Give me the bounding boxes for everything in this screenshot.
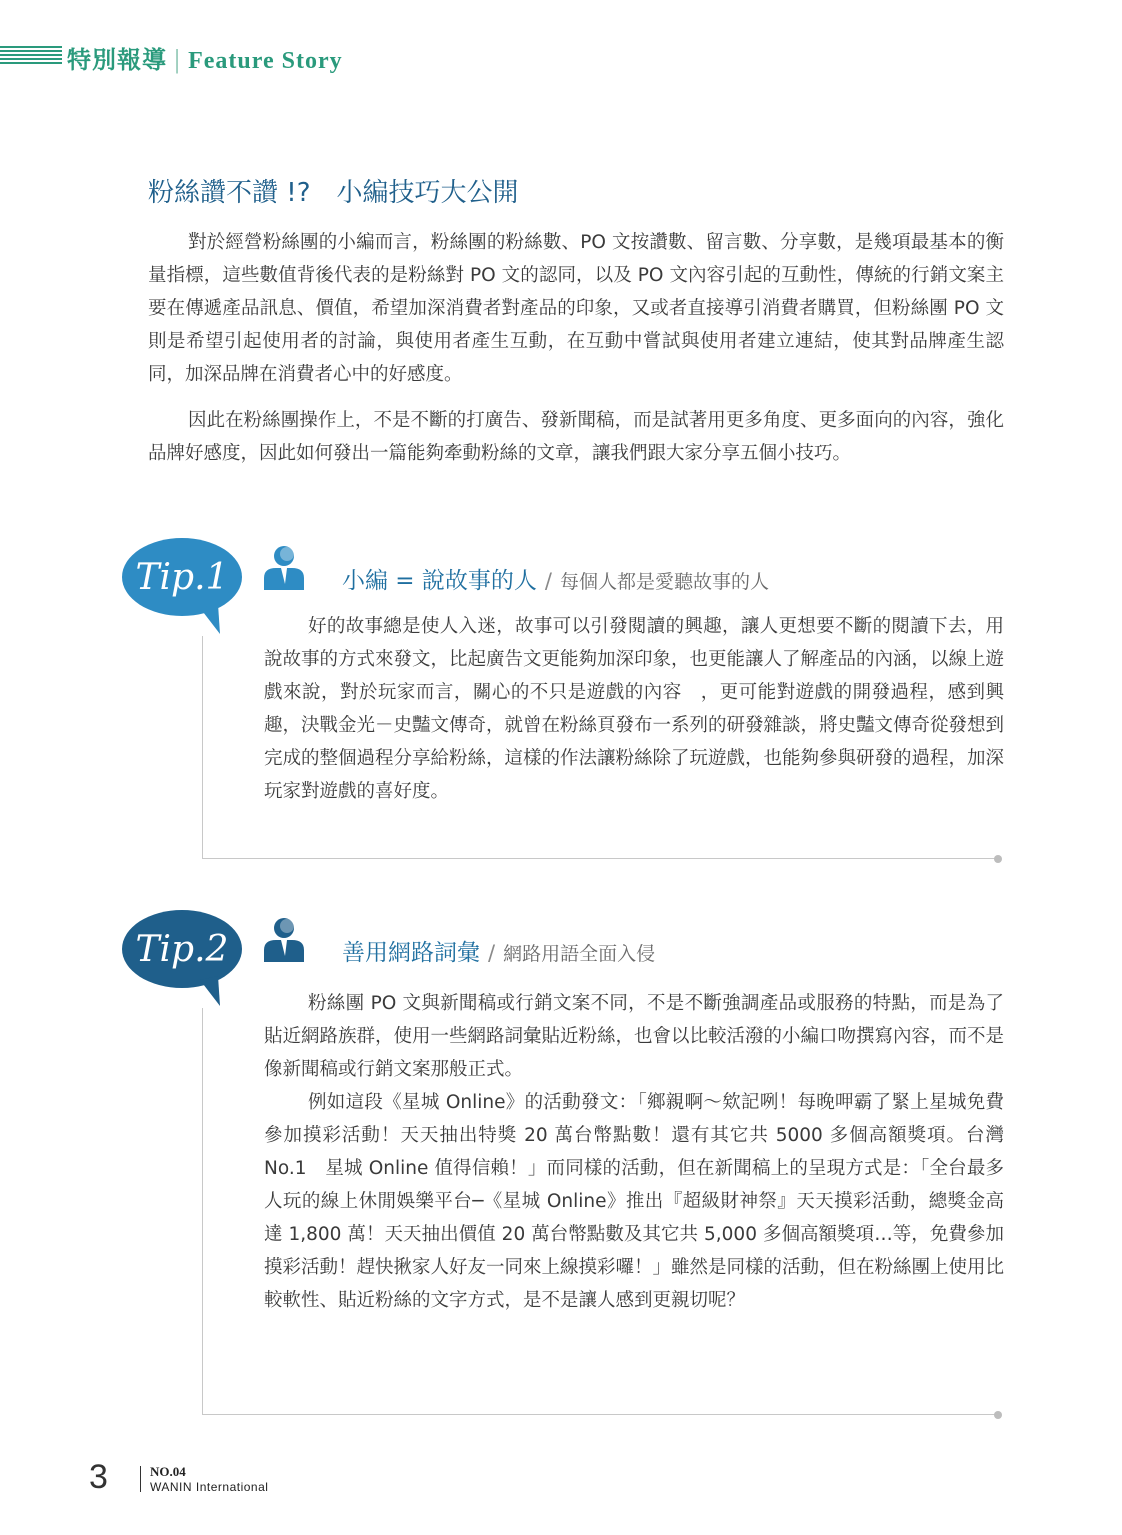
tip-2-end-dot: [994, 1411, 1002, 1419]
page-number: 3: [89, 1458, 108, 1496]
tip-2-heading: [342, 934, 655, 967]
tip-2-frame-line: [202, 1008, 203, 1414]
publisher-brand: WANIN International: [150, 1480, 269, 1494]
person-icon: [262, 916, 306, 962]
tip-2-frame-bottom: [202, 1414, 996, 1415]
section-header-en: Feature Story: [188, 48, 343, 74]
issue-number: NO.04: [150, 1464, 186, 1479]
tip-1-heading-slash: /: [544, 569, 552, 593]
section-header: [67, 40, 343, 75]
tip-2-heading-slash: /: [488, 941, 496, 965]
intro-paragraph-2: 因此在粉絲團操作上，不是不斷的打廣告、發新聞稿，而是試著用更多角度、更多面向的內容，強化品牌好感度，因此如何發出一篇能夠牽動粉絲的文章，讓我們跟大家分享五個小技巧。: [148, 410, 1004, 464]
tip-1-label: Tip.1: [135, 556, 229, 598]
person-icon: [262, 544, 306, 590]
tip-1-body: 好的故事總是使人入迷，故事可以引發閱讀的興趣，讓人更想要不斷的閱讀下去，用說故事的方式來發文，比起廣告文更能夠加深印象，也更能讓人了解產品的內涵，以線上遊戲來說，對於玩家而言，關心的不只是遊戲的內容 ，更可能對遊戲的開發過程，感到興趣，決戰金光－史豔文傳奇，就曾在粉絲頁發布一系列的研發雜談，將史豔文傳奇從發想到完成的整個過程分享給粉絲，這樣的作法讓粉絲除了玩遊戲，也能夠參與研發的過程，加深玩家對遊戲的喜好度。: [264, 616, 1005, 802]
tip-2-paragraph-1: 粉絲團 PO 文與新聞稿或行銷文案不同，不是不斷強調產品或服務的特點，而是為了貼近網路族群，使用一些網路詞彙貼近粉絲，也會以比較活潑的小編口吻撰寫內容，而不是像新聞稿或行銷文案那般正式。: [264, 993, 1005, 1080]
section-header-zh: 特別報導: [67, 45, 167, 74]
tip-1-frame-bottom: [202, 858, 996, 859]
tip-1-bubble: [122, 538, 246, 638]
tip-2-label: Tip.2: [135, 928, 229, 970]
intro-paragraph-1: 對於經營粉絲團的小編而言，粉絲團的粉絲數、PO 文按讚數、留言數、分享數，是幾項最基本的衡量指標，這些數值背後代表的是粉絲對 PO 文的認同，以及 PO 文內容引起的互動性，傳統的行銷文案主要在傳遞產品訊息、價值，希望加深消費者對產品的印象，又或者直接導引消費者購買，但粉絲團 PO 文則是希望引起使用者的討論，與使用者產生互動，在互動中嘗試與使用者建立連結，使其對品牌產生認同，加深品牌在消費者心中的好感度。: [148, 232, 1004, 385]
tip-2-paragraph-2: 例如這段《星城 Online》的活動發文：「鄉親啊～欸記咧！每晚呷霸了緊上星城免費參加摸彩活動！天天抽出特獎 20 萬台幣點數！還有其它共 5000 多個高額獎項。台灣 No.1 星城 Online 值得信賴！」而同樣的活動，但在新聞稿上的呈現方式是：「全台最多人玩的線上休閒娛樂平台─《星城 Online》推出『超級財神祭』天天摸彩活動，總獎金高達 1,800 萬！天天抽出價值 20 萬台幣點數及其它共 5,000 多個高額獎項…等，免費參加摸彩活動！趕快揪家人好友一同來上線摸彩囉！」雖然是同樣的活動，但在粉絲團上使用比較軟性、貼近粉絲的文字方式，是不是讓人感到更親切呢？: [264, 1092, 1005, 1311]
tip-2-subheading: 網路用語全面入侵: [503, 943, 656, 965]
tip-2-heading-main: 善用網路詞彙: [342, 940, 480, 966]
footer-divider: [140, 1466, 141, 1492]
tip-1-frame-line: [202, 636, 203, 858]
header-decoration-lines: [0, 46, 62, 66]
tip-2-body: [264, 987, 1004, 1317]
tip-1-subheading: 每個人都是愛聽故事的人: [559, 571, 769, 593]
tip-2-bubble: [122, 910, 246, 1010]
header-divider: |: [173, 46, 183, 74]
tip-1-heading-main: 小編 = 說故事的人: [342, 568, 537, 594]
article-title: 粉絲讚不讚 !? 小編技巧大公開: [148, 178, 519, 208]
tip-1-heading: [342, 562, 769, 595]
tip-1-end-dot: [994, 855, 1002, 863]
